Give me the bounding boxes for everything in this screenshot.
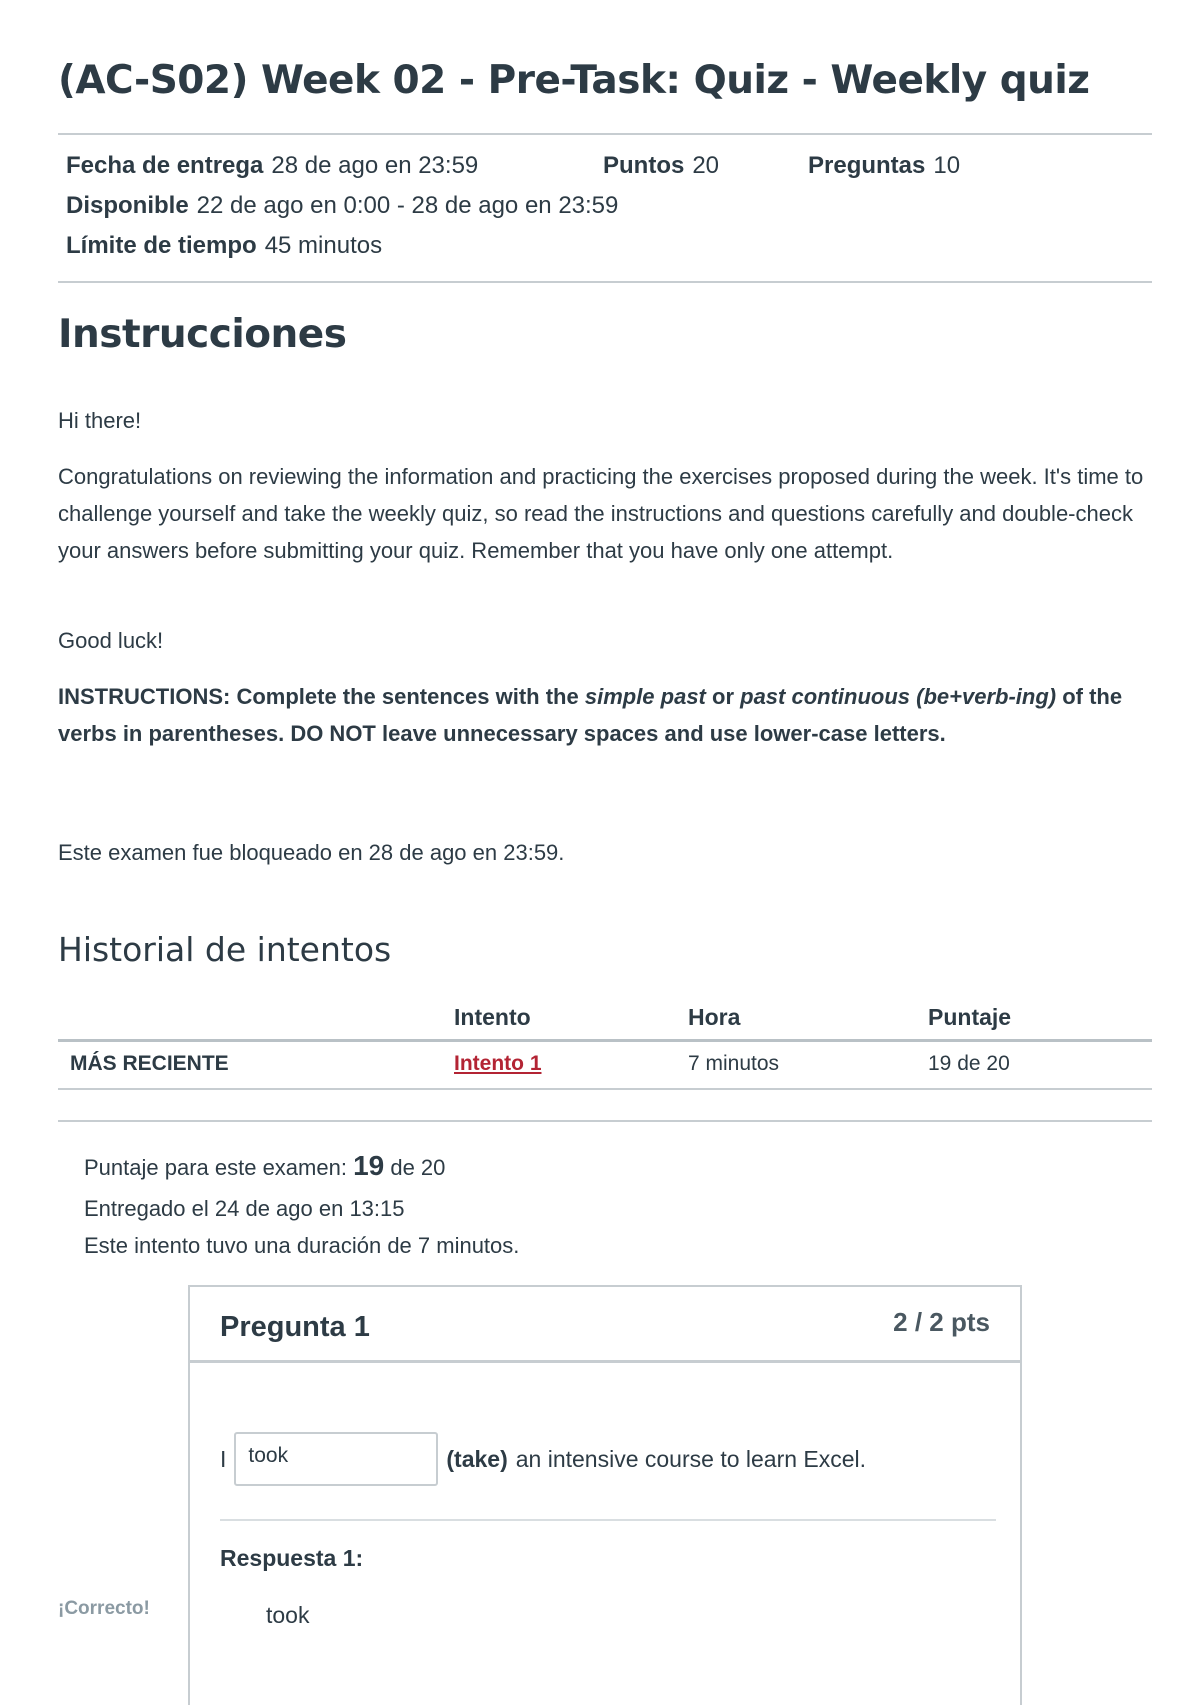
sentence-prefix: I	[220, 1445, 227, 1472]
response-label: Respuesta 1:	[220, 1545, 364, 1571]
instructions-body: Congratulations on reviewing the information and practicing the exercises proposed during the week. It's time to challenge yourself and take the weekly quiz, so read the instructions and questions carefully and double-check your answers before submitting your quiz. Remember that you have only one attempt.	[58, 464, 1144, 563]
question-title: Pregunta 1	[220, 1311, 370, 1343]
verb-hint: (take)	[446, 1445, 508, 1472]
questions-count: Preguntas 10	[808, 152, 961, 179]
table-header-divider	[58, 1039, 1152, 1042]
greeting-text: Hi there!	[58, 408, 142, 433]
column-header-time: Hora	[688, 1004, 741, 1030]
attempt-duration: Este intento tuvo una duración de 7 minutos.	[84, 1233, 520, 1258]
attempt-cell	[454, 1052, 542, 1076]
locked-notice: Este examen fue bloqueado en 28 de ago en 23:59.	[58, 840, 565, 865]
history-heading: Historial de intentos	[58, 930, 392, 969]
response-answer: took	[266, 1602, 310, 1628]
column-header-score: Puntaje	[928, 1004, 1012, 1030]
availability: Disponible 22 de ago en 0:00 - 28 de ago en 23:59	[66, 192, 619, 219]
question-card	[188, 1285, 1022, 1705]
good-luck-text: Good luck!	[58, 628, 164, 653]
table-row-divider	[58, 1088, 1152, 1090]
attempt-link[interactable]: Intento 1	[454, 1052, 542, 1075]
column-header-attempt: Intento	[454, 1004, 531, 1030]
instructions-rule: INSTRUCTIONS: Complete the sentences with the simple past or past continuous (be+verb-ing) of the verbs in parentheses. DO NOT leave unnecessary spaces and use lower-case letters.	[58, 684, 1123, 746]
time-limit: Límite de tiempo 45 minutos	[66, 232, 383, 259]
sentence-rest: an intensive course to learn Excel.	[515, 1445, 867, 1472]
latest-label: MÁS RECIENTE	[70, 1052, 229, 1075]
instructions-heading: Instrucciones	[58, 312, 347, 357]
question-sentence	[220, 1432, 866, 1486]
due-date: Fecha de entrega 28 de ago en 23:59	[66, 152, 479, 179]
time-cell: 7 minutos	[688, 1052, 780, 1075]
question-points: 2 / 2 pts	[893, 1307, 990, 1337]
correct-status-badge: ¡Correcto!	[58, 1598, 150, 1619]
margin-cover	[150, 1570, 188, 1630]
divider	[58, 1120, 1152, 1122]
divider	[58, 281, 1152, 283]
exam-score: Puntaje para este examen: 19 de 20	[84, 1150, 446, 1181]
page-title: (AC-S02) Week 02 - Pre-Task: Quiz - Weekly quiz	[58, 58, 1090, 103]
submitted-date: Entregado el 24 de ago en 13:15	[84, 1196, 405, 1221]
answer-input[interactable]: took	[234, 1432, 438, 1486]
question-header	[190, 1287, 1020, 1363]
divider	[58, 133, 1152, 135]
divider	[220, 1519, 996, 1521]
points: Puntos 20	[603, 152, 720, 179]
score-cell: 19 de 20	[928, 1052, 1010, 1075]
